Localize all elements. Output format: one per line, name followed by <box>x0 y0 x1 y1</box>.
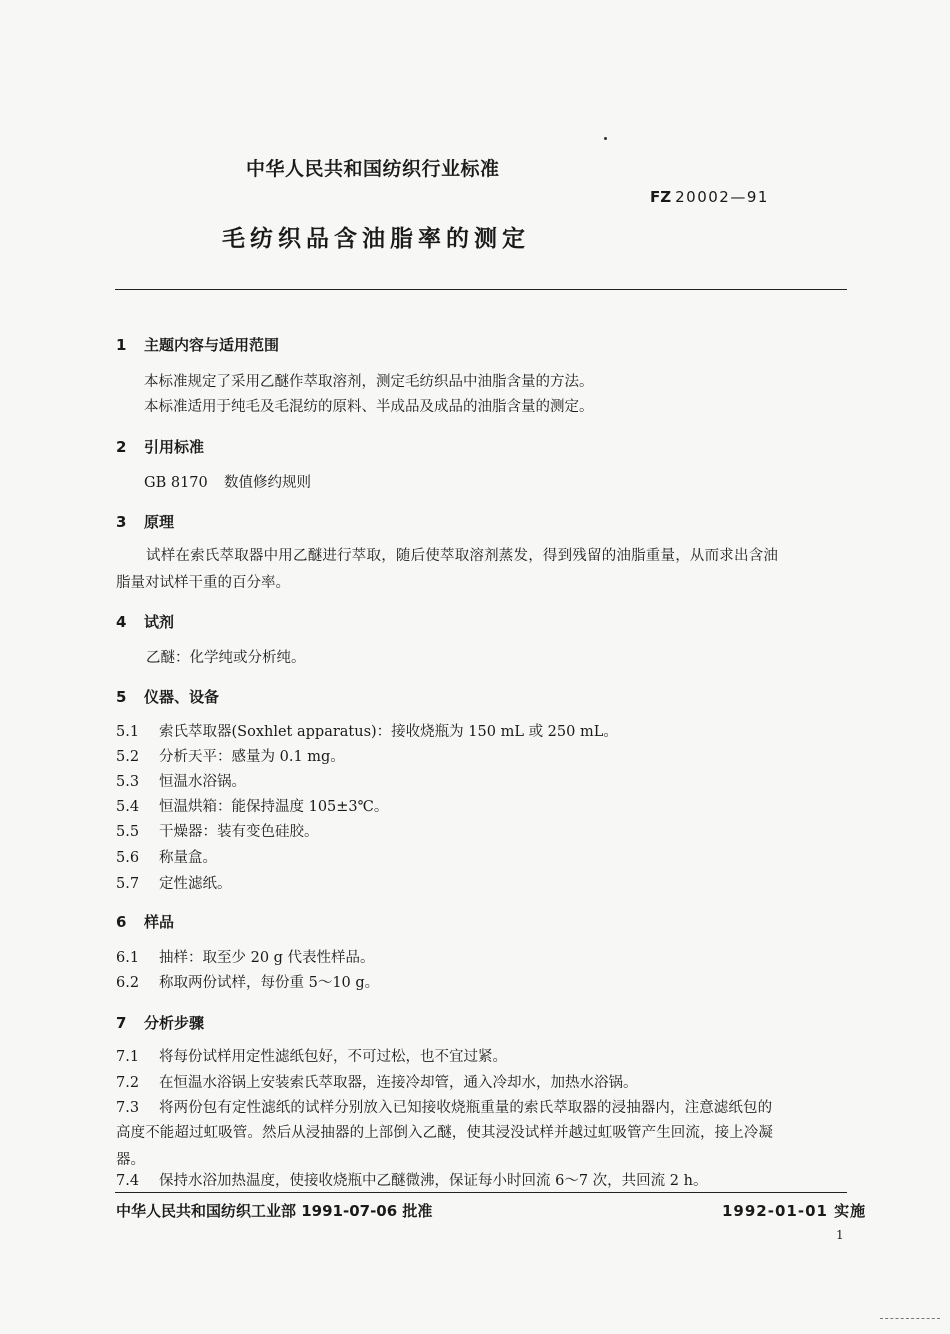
section-1-heading <box>116 334 279 355</box>
list-item <box>116 820 319 841</box>
effective-date: 1992-01-01 实施 <box>722 1202 867 1220</box>
item-text: 干燥器：装有变色硅胶。 <box>159 824 319 840</box>
standard-number: 20002—91 <box>675 188 769 206</box>
list-item <box>116 745 345 766</box>
footer-divider <box>115 1192 847 1193</box>
document-title: 毛纺织品含油脂率的测定 <box>222 226 530 252</box>
item-number: 5.5 <box>116 824 140 840</box>
reference-code: GB 8170 <box>144 475 208 491</box>
item-number: 7.2 <box>116 1075 140 1091</box>
item-text: 在恒温水浴锅上安装索氏萃取器，连接冷却管，通入冷却水，加热水浴锅。 <box>159 1075 638 1091</box>
section-title: 样品 <box>144 913 175 931</box>
item-continuation: 器。 <box>116 1152 145 1168</box>
section-3-heading <box>116 511 174 532</box>
item-number: 5.4 <box>116 799 140 815</box>
list-item <box>116 1096 772 1117</box>
section-2-heading <box>116 436 204 457</box>
org-title: 中华人民共和国纺织行业标准 <box>246 158 500 180</box>
list-item <box>116 1071 638 1092</box>
standard-code <box>650 188 769 206</box>
section-number: 4 <box>116 613 127 631</box>
item-text: 将每份试样用定性滤纸包好，不可过松，也不宜过紧。 <box>159 1049 507 1065</box>
item-text: 称取两份试样，每份重 5～10 g。 <box>159 975 380 991</box>
section-1-paragraph-1: 本标准规定了采用乙醚作萃取溶剂，测定毛纺织品中油脂含量的方法。 <box>144 374 594 390</box>
section-number: 5 <box>116 688 127 706</box>
item-text: 称量盒。 <box>159 850 217 866</box>
standard-prefix: FZ <box>650 188 672 206</box>
list-item <box>116 770 246 791</box>
list-item <box>116 1045 507 1066</box>
scan-speck <box>604 137 607 140</box>
section-number: 1 <box>116 336 127 354</box>
item-number: 5.3 <box>116 774 140 790</box>
scan-mark <box>880 1318 940 1319</box>
section-number: 2 <box>116 438 127 456</box>
list-item <box>116 846 217 867</box>
item-number: 7.4 <box>116 1173 140 1189</box>
reference-line <box>144 471 311 492</box>
item-text: 抽样：取至少 20 g 代表性样品。 <box>159 950 375 966</box>
section-7-heading <box>116 1012 204 1033</box>
header-divider <box>115 289 847 290</box>
section-title: 仪器、设备 <box>144 688 220 706</box>
item-number: 5.7 <box>116 876 140 892</box>
section-4-heading <box>116 611 174 632</box>
item-number: 5.6 <box>116 850 140 866</box>
item-text: 恒温烘箱：能保持温度 105±3℃。 <box>159 799 389 815</box>
section-title: 原理 <box>144 513 175 531</box>
item-text: 分析天平：感量为 0.1 mg。 <box>159 749 345 765</box>
section-4-paragraph: 乙醚：化学纯或分析纯。 <box>146 650 306 666</box>
item-text: 保持水浴加热温度，使接收烧瓶中乙醚微沸，保证每小时回流 6～7 次，共回流 2 h。 <box>159 1173 708 1189</box>
section-title: 试剂 <box>144 613 175 631</box>
item-text: 定性滤纸。 <box>159 876 232 892</box>
section-number: 7 <box>116 1014 127 1032</box>
list-item <box>116 720 618 741</box>
item-text: 将两份包有定性滤纸的试样分别放入已知接收烧瓶重量的索氏萃取器的浸抽器内，注意滤纸包的 <box>159 1100 773 1116</box>
section-title: 引用标准 <box>144 438 205 456</box>
section-6-heading <box>116 911 174 932</box>
item-number: 5.1 <box>116 724 140 740</box>
list-item <box>116 795 388 816</box>
item-text: 索氏萃取器(Soxhlet apparatus)：接收烧瓶为 150 mL 或 250 mL。 <box>159 724 618 740</box>
section-title: 主题内容与适用范围 <box>144 336 280 354</box>
item-text: 恒温水浴锅。 <box>159 774 246 790</box>
section-number: 6 <box>116 913 127 931</box>
item-number: 5.2 <box>116 749 140 765</box>
item-number: 7.1 <box>116 1049 140 1065</box>
item-number: 6.1 <box>116 950 140 966</box>
list-item <box>116 971 379 992</box>
page-number: 1 <box>836 1228 844 1242</box>
approval-line: 中华人民共和国纺织工业部 1991-07-06 批准 <box>116 1202 433 1220</box>
section-5-heading <box>116 686 219 707</box>
reference-name: 数值修约规则 <box>224 475 311 491</box>
list-item <box>116 872 232 893</box>
item-continuation: 高度不能超过虹吸管。然后从浸抽器的上部倒入乙醚，使其浸没试样并越过虹吸管产生回流，接上冷凝 <box>116 1125 773 1141</box>
section-1-paragraph-2: 本标准适用于纯毛及毛混纺的原料、半成品及成品的油脂含量的测定。 <box>144 399 594 415</box>
section-3-line-2: 脂量对试样干重的百分率。 <box>116 575 290 591</box>
section-title: 分析步骤 <box>144 1014 205 1032</box>
list-item <box>116 946 375 967</box>
item-number: 7.3 <box>116 1100 140 1116</box>
item-number: 6.2 <box>116 975 140 991</box>
section-3-line-1: 试样在索氏萃取器中用乙醚进行萃取，随后使萃取溶剂蒸发，得到残留的油脂重量，从而求出含油 <box>146 548 779 564</box>
list-item <box>116 1169 707 1190</box>
section-number: 3 <box>116 513 127 531</box>
